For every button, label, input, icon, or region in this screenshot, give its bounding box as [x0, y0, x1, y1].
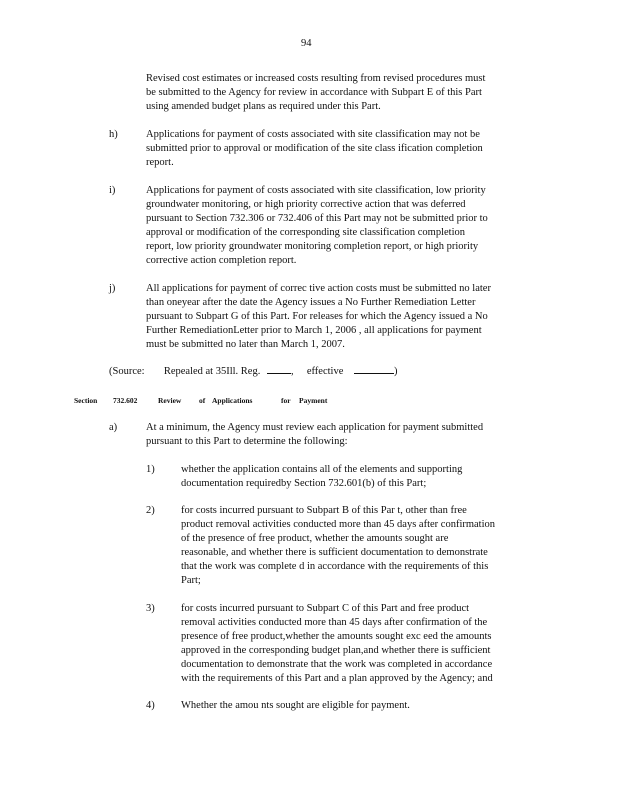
item-line: Further RemediationLetter prior to March 1, 2006 , all applications for payment	[146, 325, 482, 336]
section-label: Section	[74, 396, 98, 405]
numbered-line: presence of free product,whether the amounts sought exc eed the amounts	[181, 631, 492, 642]
item-line: submitted prior to approval or modification of the site class ification completion	[146, 143, 483, 154]
numbered-line: documentation requiredby Section 732.601(b) of this Part;	[181, 478, 427, 489]
item-1-paragraph	[181, 463, 462, 491]
numbered-line: with the requirements of this Part and a plan approved by the Agency; and	[181, 673, 493, 684]
intro-paragraph	[146, 72, 485, 114]
section-title-word: of	[199, 396, 206, 405]
register-volume-blank	[267, 364, 291, 374]
item-line: Applications for payment of costs associated with site classification may not be	[146, 129, 480, 140]
section-title-word: Review	[158, 396, 182, 405]
page-number: 94	[301, 38, 312, 49]
source-prefix: (Source:	[109, 366, 145, 377]
section-title-word: Payment	[299, 396, 328, 405]
sub-a-line: At a minimum, the Agency must review each application for payment submitted	[146, 422, 484, 433]
numbered-line: reasonable, and whether there is sufficient documentation to demonstrate	[181, 547, 488, 558]
item-j-label: j)	[109, 283, 116, 294]
item-h-label: h)	[109, 129, 118, 140]
item-line: pursuant to Subpart G of this Part. For releases for which the Agency issued a No	[146, 311, 488, 322]
numbered-line: approved in the corresponding budget plan,and whether there is sufficient	[181, 645, 491, 656]
section-title-word: for	[281, 396, 291, 405]
numbered-line: for costs incurred pursuant to Subpart B of this Par t, other than free	[181, 505, 467, 516]
item-line: must be submitted no later than March 1, 2007.	[146, 339, 345, 350]
item-h-paragraph	[146, 128, 483, 170]
item-line: Applications for payment of costs associated with site classification, low priority	[146, 185, 486, 196]
intro-line: Revised cost estimates or increased costs resulting from revised procedures must	[146, 73, 486, 84]
intro-line: using amended budget plans as required under this Part.	[146, 101, 381, 112]
item-i-label: i)	[109, 185, 116, 196]
item-3-label: 3)	[146, 603, 155, 614]
item-line: All applications for payment of correc tive action costs must be submitted no later	[146, 283, 491, 294]
numbered-line: of the presence of free product, whether the amounts sought are	[181, 533, 449, 544]
numbered-line: whether the application contains all of the elements and supporting	[181, 464, 463, 475]
item-3-paragraph	[181, 602, 493, 686]
item-line: report.	[146, 157, 174, 168]
item-line: approval or modification of the corresponding site classification completion	[146, 227, 465, 238]
effective-date-blank	[354, 364, 394, 374]
sub-a-line: pursuant to this Part to determine the following:	[146, 436, 348, 447]
numbered-line: Part;	[181, 575, 201, 586]
source-comma: ,	[290, 366, 294, 377]
section-title-word: Applications	[212, 396, 253, 405]
numbered-line: removal activities conducted more than 45 days after confirmation of the	[181, 617, 488, 628]
numbered-line: product removal activities conducted more than 45 days after confirmation	[181, 519, 496, 530]
item-4-label: 4)	[146, 700, 155, 711]
item-2-paragraph	[181, 504, 495, 588]
item-line: pursuant to Section 732.306 or 732.406 of this Part may not be submitted prior to	[146, 213, 488, 224]
numbered-line: for costs incurred pursuant to Subpart C of this Part and free product	[181, 603, 470, 614]
sub-a-paragraph	[146, 421, 483, 449]
item-line: than oneyear after the date the Agency issues a No Further Remediation Letter	[146, 297, 476, 308]
source-close: )	[394, 366, 398, 377]
source-note	[109, 364, 398, 379]
section-number: 732.602	[113, 396, 138, 405]
numbered-line: that the work was complete d in accordance with the requirements of this	[181, 561, 489, 572]
item-line: report, low priority groundwater monitoring completion report, or high priority	[146, 241, 479, 252]
item-line: corrective action completion report.	[146, 255, 297, 266]
item-1-label: 1)	[146, 464, 155, 475]
item-4-paragraph	[181, 699, 410, 713]
intro-line: be submitted to the Agency for review in accordance with Subpart E of this Part	[146, 87, 482, 98]
item-2-label: 2)	[146, 505, 155, 516]
numbered-line: documentation to demonstrate that the work was completed in accordance	[181, 659, 493, 670]
item-j-paragraph	[146, 282, 491, 352]
item-line: groundwater monitoring, or high priority corrective action that was deferred	[146, 199, 466, 210]
sub-a-label: a)	[109, 422, 118, 433]
source-effective: effective	[306, 366, 344, 377]
source-repealed: Repealed at 35Ill. Reg.	[163, 366, 261, 377]
numbered-line: Whether the amou nts sought are eligible for payment.	[181, 700, 410, 711]
item-i-paragraph	[146, 184, 488, 268]
